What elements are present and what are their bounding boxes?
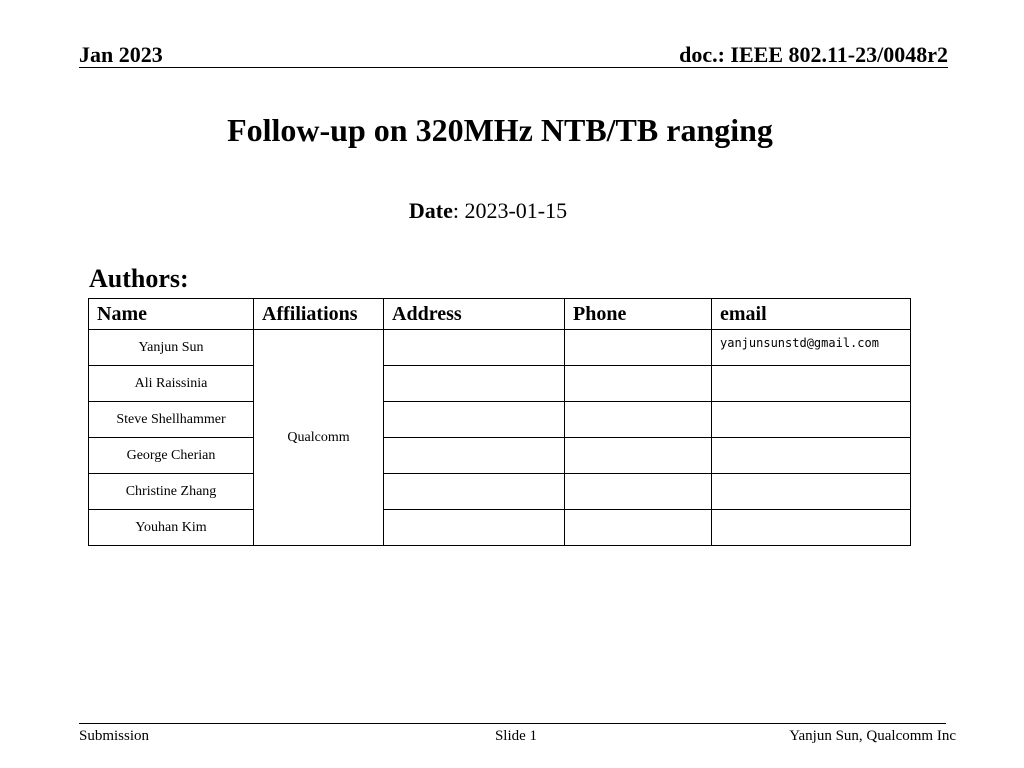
author-phone [565,330,712,366]
header-doc-id: doc.: IEEE 802.11-23/0048r2 [679,42,948,67]
author-name: George Cherian [89,438,254,474]
author-name: Ali Raissinia [89,366,254,402]
author-email [712,438,911,474]
footer-submission: Submission [79,728,150,744]
table-row [89,438,911,474]
author-email [712,402,911,438]
table-header-row [89,299,911,330]
col-header-address: Address [384,299,565,330]
author-address [384,402,565,438]
author-address [384,438,565,474]
table-row [89,474,911,510]
col-header-phone: Phone [565,299,712,330]
author-phone [565,402,712,438]
table-row [89,402,911,438]
footer-rule [79,723,946,724]
table-row [89,330,911,366]
slide-title: Follow-up on 320MHz NTB/TB ranging [227,112,773,148]
authors-heading: Authors: [89,264,189,293]
header-rule [79,67,948,68]
author-email [712,510,911,546]
author-name: Youhan Kim [89,510,254,546]
col-header-affiliations: Affiliations [254,299,384,330]
header-date: Jan 2023 [79,42,163,67]
author-address [384,330,565,366]
author-address [384,366,565,402]
author-email [712,366,911,402]
author-email [712,474,911,510]
footer-slide-number: Slide 1 [494,728,538,744]
table-row [89,366,911,402]
author-name: Yanjun Sun [89,330,254,366]
footer-author: Yanjun Sun, Qualcomm Inc [789,728,956,744]
author-email[interactable]: yanjunsunstd@gmail.com [712,330,911,366]
author-address [384,510,565,546]
col-header-name: Name [89,299,254,330]
date-line [0,198,976,224]
author-phone [565,474,712,510]
author-phone [565,366,712,402]
author-name: Steve Shellhammer [89,402,254,438]
date-value: : 2023-01-15 [452,198,568,223]
author-address [384,474,565,510]
authors-table [88,298,911,546]
date-label: Date [408,198,453,223]
author-name: Christine Zhang [89,474,254,510]
table-row [89,510,911,546]
author-phone [565,438,712,474]
author-phone [565,510,712,546]
col-header-email: email [712,299,911,330]
author-affiliation: Qualcomm [254,330,384,546]
